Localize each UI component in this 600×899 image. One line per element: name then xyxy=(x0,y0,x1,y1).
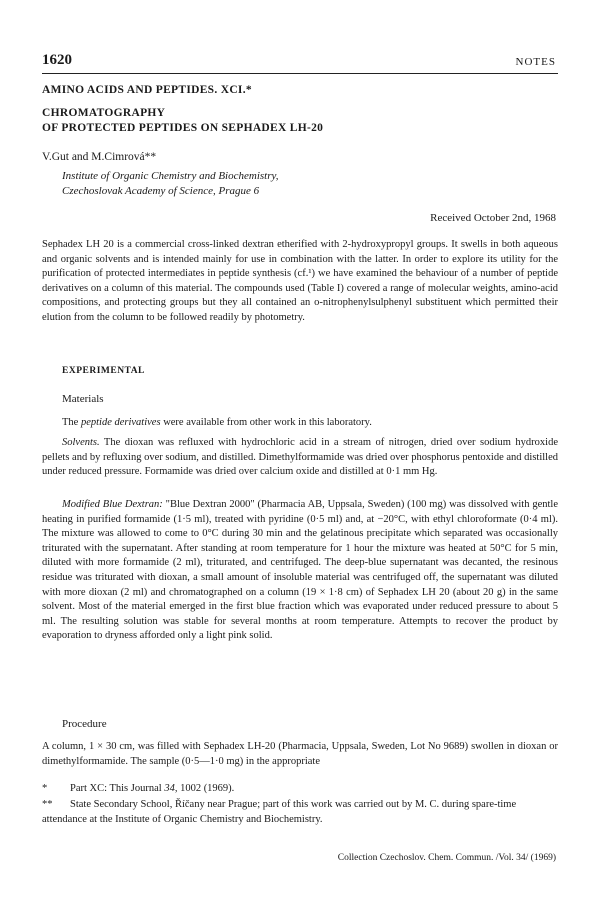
blue-dextran-paragraph xyxy=(42,498,558,644)
authors: V.Gut and M.Cimrová** xyxy=(42,151,157,163)
peptide-derivatives-paragraph xyxy=(42,416,558,431)
blue-dextran-text: "Blue Dextran 2000" (Pharmacia AB, Uppsala, Sweden) (100 mg) was dissolved with gentle heating in purified formamide (1·5 ml), treated with pyridine (0·5 ml) and, at −20°C, with ethyl chloroformate (0·4 ml). The mixture was allowed to come to 0°C during 30 min and the gelatinous precipitate which separated was occasionally triturated with the supernatant. After standing at room temperature for 1 hour the mixture was heated at 50°C for 5 min, diluted with more formamide (2 ml), triturated, and centrifuged. The deep-blue supernatant was decanted, the resinous residue was triturated with dioxan, a small amount of insoluble material was centrifuged off, the supernatant was diluted with more dioxan (2 ml) and chromatographed on a column (19 × 1·8 cm) of Sephadex LH 20 (about 20 g) in the same solvent. Most of the material emerged in the first blue fraction which was evaporated under reduced pressure to about 5 ml. The resulting solution was stable for several months at room temperature. Attempts to recover the product by evaporation to dryness afforded only a light pink solid. xyxy=(42,499,558,642)
footnote-1-mark: * xyxy=(42,783,48,794)
peptide-term: peptide derivatives xyxy=(80,417,161,428)
solvents-text: The dioxan was refluxed with hydrochloric acid in a stream of nitrogen, dried over sodium hydroxide pellets and by refluxing over sodium, and distilled. Dimethylformamide was dried over phosphorus pentoxide and distilled under reduced pressure. Formamide was dried over calcium oxide and distilled at 0·1 mm Hg. xyxy=(42,437,559,478)
article-title-line1: CHROMATOGRAPHY xyxy=(42,107,166,119)
footnote-2-mark: ** xyxy=(42,799,53,810)
affiliation-line1: Institute of Organic Chemistry and Biochemistry, xyxy=(62,170,279,182)
intro-paragraph: Sephadex LH 20 is a commercial cross-linked dextran etherified with 2-hydroxypropyl groups. It swells in both aqueous and organic solvents and is intended mainly for use in combination with the latter. In order to explore its utility for the purification of protected intermediates in peptide synthesis (cf.¹) we have examined the behaviour of a number of peptide derivatives on a column of this material. The compounds used (Table I) covered a range of molecular weights, amino-acid compositions, and protecting groups but they all contained an o-nitrophenylsulphenyl substituent which permitted their elution from the column to be followed readily by photometry. xyxy=(42,239,558,323)
page-number: 1620 xyxy=(42,52,72,68)
footnote-1 xyxy=(42,782,558,797)
solvents-paragraph xyxy=(42,436,558,480)
solvents-term: Solvents. xyxy=(62,437,100,448)
section-label: NOTES xyxy=(515,56,556,68)
materials-heading: Materials xyxy=(62,393,104,405)
footnote-2 xyxy=(42,798,558,827)
experimental-heading: EXPERIMENTAL xyxy=(62,366,145,376)
affiliation-line2: Czechoslovak Academy of Science, Prague 6 xyxy=(62,185,260,197)
journal-footer: Collection Czechoslov. Chem. Commun. /Vol. 34/ (1969) xyxy=(337,853,556,863)
footnote-1-volume: 34, xyxy=(164,783,178,794)
peptide-lead: The xyxy=(62,417,79,428)
blue-dextran-term: Modified Blue Dextran: xyxy=(62,499,163,510)
footnote-1-post: 1002 (1969). xyxy=(180,783,235,794)
footnote-1-pre: Part XC: This Journal xyxy=(70,783,162,794)
header-rule xyxy=(42,73,558,74)
series-title: AMINO ACIDS AND PEPTIDES. XCI.* xyxy=(42,84,252,96)
footnote-2-text: State Secondary School, Říčany near Prague; part of this work was carried out by M. C. during spare-time attendance at the Institute of Organic Chemistry and Biochemistry. xyxy=(42,799,517,825)
procedure-paragraph: A column, 1 × 30 cm, was filled with Sephadex LH-20 (Pharmacia, Uppsala, Sweden, Lot No 9689) swollen in dioxan or dimethylformamide. The sample (0·5—1·0 mg) in the appropriate xyxy=(42,741,558,767)
peptide-rest: were available from other work in this laboratory. xyxy=(163,417,372,428)
received-date: Received October 2nd, 1968 xyxy=(430,212,556,224)
article-title-line2: OF PROTECTED PEPTIDES ON SEPHADEX LH-20 xyxy=(42,122,324,134)
procedure-heading: Procedure xyxy=(62,718,107,730)
